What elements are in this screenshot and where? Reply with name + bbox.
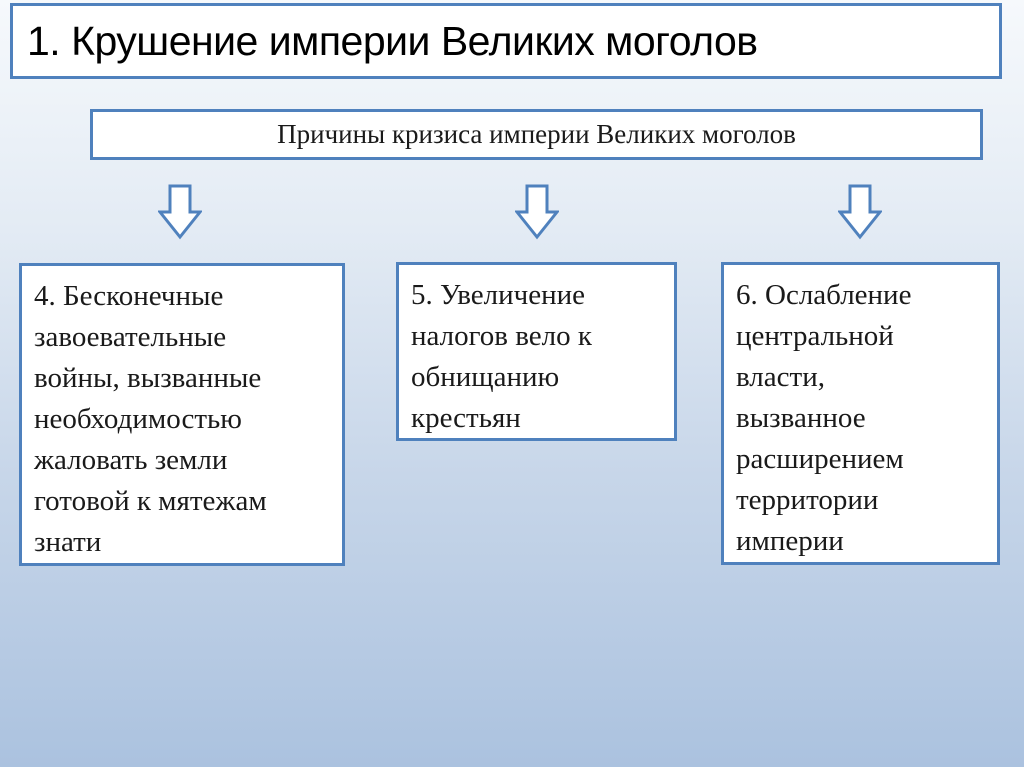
cause-box-5 <box>396 262 677 441</box>
down-arrow-icon <box>838 184 882 240</box>
down-arrow-icon <box>515 184 559 240</box>
cause-text: 5. Увеличение налогов вело к обнищанию крестьян <box>411 279 592 434</box>
cause-box-6 <box>721 262 1000 565</box>
page-title: 1. Крушение империи Великих моголов <box>27 17 758 64</box>
title-box <box>10 3 1002 79</box>
cause-box-4 <box>19 263 345 566</box>
subtitle-box <box>90 109 983 160</box>
cause-text: 4. Бесконечные завоевательные войны, вызванные необходимостью жаловать земли готовой к мятежам знати <box>34 280 267 558</box>
down-arrow-icon <box>158 184 202 240</box>
cause-text: 6. Ослабление центральной власти, вызванное расширением территории империи <box>736 279 912 557</box>
diagram-heading: Причины кризиса империи Великих моголов <box>277 119 796 149</box>
